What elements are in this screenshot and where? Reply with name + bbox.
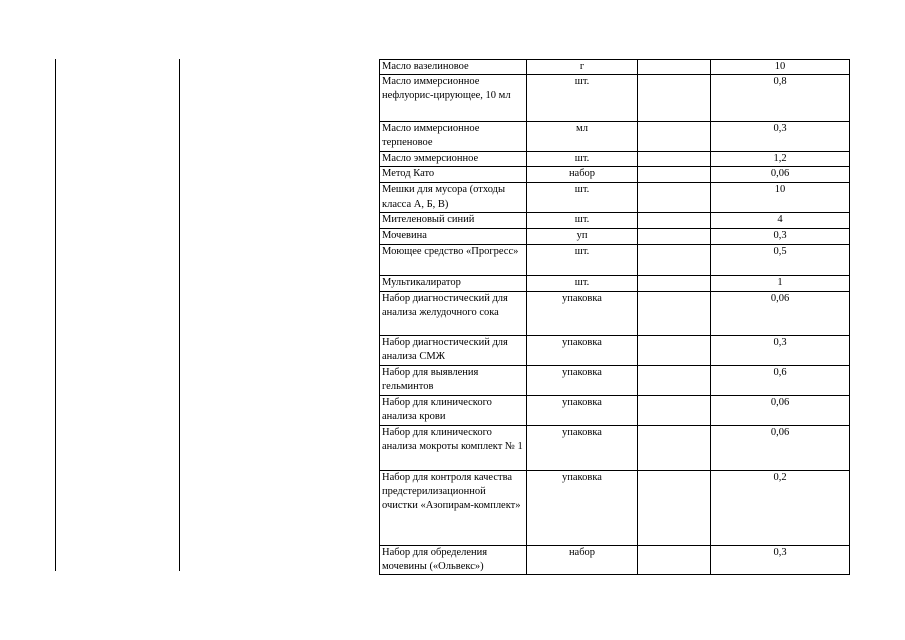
unit-cell: шт.: [527, 183, 638, 213]
empty-cell: [638, 60, 711, 75]
empty-cell: [638, 425, 711, 470]
unit-cell: мл: [527, 122, 638, 152]
table-row: [380, 152, 850, 167]
supplies-table: [379, 59, 850, 575]
empty-cell: [638, 365, 711, 395]
quantity-cell: 4: [711, 213, 850, 229]
quantity-cell: 0,6: [711, 365, 850, 395]
item-name-cell: Мешки для мусора (отходы класса А, Б, В): [380, 183, 527, 213]
unit-cell: шт.: [527, 244, 638, 275]
item-name-cell: Масло иммерсионное нефлуорис-цирующее, 10 мл: [380, 75, 527, 122]
table-row: [380, 167, 850, 183]
item-name-cell: Моющее средство «Прогресс»: [380, 244, 527, 275]
table-row: [380, 425, 850, 470]
quantity-cell: 0,06: [711, 167, 850, 183]
empty-cell: [638, 395, 711, 425]
quantity-cell: 0,06: [711, 425, 850, 470]
table-row: [380, 395, 850, 425]
table-row: [380, 213, 850, 229]
quantity-cell: 0,3: [711, 335, 850, 365]
table-row: [380, 275, 850, 291]
table-row: [380, 229, 850, 244]
empty-cell: [638, 167, 711, 183]
table-row: [380, 335, 850, 365]
column-divider-line: [179, 59, 180, 571]
item-name-cell: Набор диагностический для анализа желудочного сока: [380, 291, 527, 335]
table-row: [380, 75, 850, 122]
item-name-cell: Мочевина: [380, 229, 527, 244]
item-name-cell: Набор диагностический для анализа СМЖ: [380, 335, 527, 365]
table-row: [380, 244, 850, 275]
table-row: [380, 291, 850, 335]
empty-cell: [638, 213, 711, 229]
unit-cell: набор: [527, 545, 638, 574]
unit-cell: шт.: [527, 213, 638, 229]
item-name-cell: Мультикалиратор: [380, 275, 527, 291]
quantity-cell: 0,3: [711, 229, 850, 244]
table-row: [380, 470, 850, 545]
empty-cell: [638, 244, 711, 275]
supplies-table-body: [380, 60, 850, 575]
quantity-cell: 1: [711, 275, 850, 291]
unit-cell: упаковка: [527, 291, 638, 335]
quantity-cell: 0,06: [711, 291, 850, 335]
unit-cell: набор: [527, 167, 638, 183]
unit-cell: упаковка: [527, 425, 638, 470]
empty-cell: [638, 229, 711, 244]
item-name-cell: Набор для клинического анализа мокроты комплект № 1: [380, 425, 527, 470]
quantity-cell: 0,3: [711, 122, 850, 152]
quantity-cell: 0,5: [711, 244, 850, 275]
empty-cell: [638, 122, 711, 152]
table-row: [380, 183, 850, 213]
empty-cell: [638, 152, 711, 167]
table-row: [380, 60, 850, 75]
left-border-line: [55, 59, 56, 571]
unit-cell: упаковка: [527, 335, 638, 365]
quantity-cell: 10: [711, 60, 850, 75]
unit-cell: шт.: [527, 152, 638, 167]
table-row: [380, 365, 850, 395]
quantity-cell: 0,06: [711, 395, 850, 425]
empty-cell: [638, 470, 711, 545]
item-name-cell: Набор для обределения мочевины («Ольвекс»): [380, 545, 527, 574]
empty-cell: [638, 545, 711, 574]
table-row: [380, 122, 850, 152]
empty-cell: [638, 275, 711, 291]
quantity-cell: 1,2: [711, 152, 850, 167]
item-name-cell: Метод Като: [380, 167, 527, 183]
quantity-cell: 10: [711, 183, 850, 213]
item-name-cell: Масло вазелиновое: [380, 60, 527, 75]
unit-cell: упаковка: [527, 365, 638, 395]
item-name-cell: Набор для контроля качества предстерилизационной очистки «Азопирам-комплект»: [380, 470, 527, 545]
item-name-cell: Набор для выявления гельминтов: [380, 365, 527, 395]
quantity-cell: 0,8: [711, 75, 850, 122]
item-name-cell: Мителеновый синий: [380, 213, 527, 229]
empty-cell: [638, 183, 711, 213]
empty-cell: [638, 291, 711, 335]
table-row: [380, 545, 850, 574]
item-name-cell: Набор для клинического анализа крови: [380, 395, 527, 425]
unit-cell: упаковка: [527, 470, 638, 545]
unit-cell: шт.: [527, 275, 638, 291]
empty-cell: [638, 335, 711, 365]
quantity-cell: 0,3: [711, 545, 850, 574]
quantity-cell: 0,2: [711, 470, 850, 545]
empty-cell: [638, 75, 711, 122]
item-name-cell: Масло эммерсионное: [380, 152, 527, 167]
item-name-cell: Масло иммерсионное терпеновое: [380, 122, 527, 152]
unit-cell: г: [527, 60, 638, 75]
unit-cell: упаковка: [527, 395, 638, 425]
unit-cell: уп: [527, 229, 638, 244]
unit-cell: шт.: [527, 75, 638, 122]
